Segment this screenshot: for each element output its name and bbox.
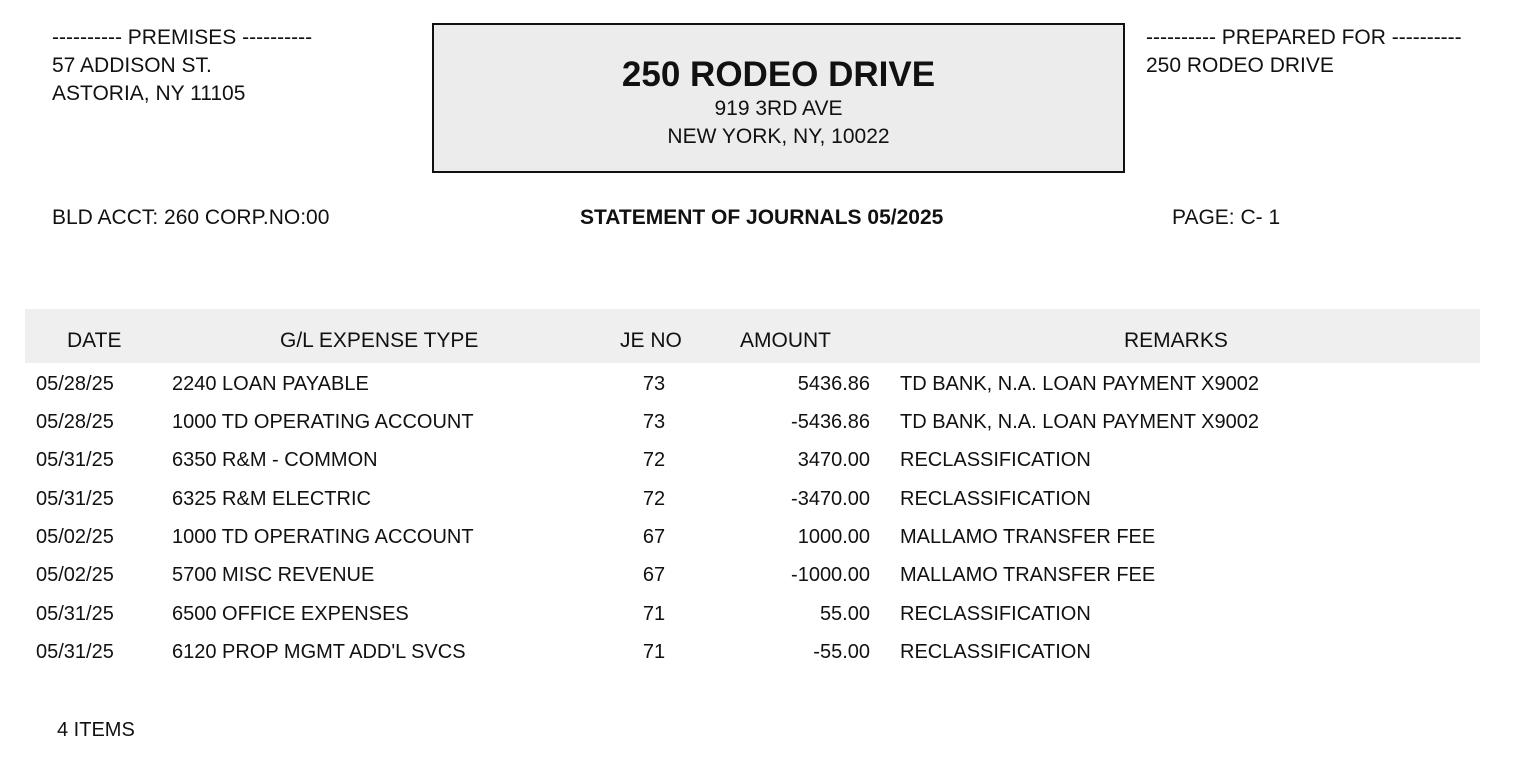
premises-heading: ---------- PREMISES ---------- <box>52 26 313 49</box>
row-amount: 5436.86 <box>797 373 870 395</box>
row-gl-type: 6350 R&M - COMMON <box>172 449 378 471</box>
header-date: DATE <box>67 329 122 352</box>
row-date: 05/28/25 <box>36 373 114 395</box>
header-gl-expense-type: G/L EXPENSE TYPE <box>280 329 479 352</box>
prepared-for-block <box>1146 24 1462 80</box>
row-je-no: 72 <box>642 488 666 510</box>
header-amount: AMOUNT <box>740 329 831 352</box>
owner-title-box <box>432 23 1125 173</box>
row-amount: -1000.00 <box>791 564 870 586</box>
row-je-no: 67 <box>642 564 666 586</box>
table-row <box>0 640 1538 678</box>
row-remarks: RECLASSIFICATION <box>900 449 1091 471</box>
row-amount: 3470.00 <box>797 449 870 471</box>
row-je-no: 71 <box>642 641 666 663</box>
premises-line2: ASTORIA, NY 11105 <box>52 82 246 105</box>
statement-title: STATEMENT OF JOURNALS 05/2025 <box>580 206 944 229</box>
header-je-no: JE NO <box>620 329 682 352</box>
row-gl-type: 2240 LOAN PAYABLE <box>172 373 369 395</box>
owner-address2: NEW YORK, NY, 10022 <box>667 125 890 148</box>
row-je-no: 71 <box>642 603 666 625</box>
prepared-for-name: 250 RODEO DRIVE <box>1146 54 1334 77</box>
row-remarks: MALLAMO TRANSFER FEE <box>900 564 1156 586</box>
prepared-for-heading: ---------- PREPARED FOR ---------- <box>1146 26 1462 49</box>
row-date: 05/31/25 <box>36 488 114 510</box>
row-amount: 55.00 <box>819 603 870 625</box>
row-amount: -5436.86 <box>791 411 870 433</box>
table-row <box>0 563 1538 601</box>
premises-line1: 57 ADDISON ST. <box>52 54 212 77</box>
row-amount: -3470.00 <box>791 488 870 510</box>
row-gl-type: 1000 TD OPERATING ACCOUNT <box>172 411 474 433</box>
row-date: 05/28/25 <box>36 411 114 433</box>
row-gl-type: 6120 PROP MGMT ADD'L SVCS <box>172 641 466 663</box>
building-account: BLD ACCT: 260 CORP.NO:00 <box>52 206 330 229</box>
row-je-no: 67 <box>642 526 666 548</box>
row-gl-type: 1000 TD OPERATING ACCOUNT <box>172 526 474 548</box>
row-amount: 1000.00 <box>797 526 870 548</box>
table-row <box>0 487 1538 525</box>
owner-name: 250 RODEO DRIVE <box>621 55 936 94</box>
table-row <box>0 410 1538 448</box>
row-remarks: TD BANK, N.A. LOAN PAYMENT X9002 <box>900 411 1260 433</box>
row-date: 05/02/25 <box>36 564 114 586</box>
row-remarks: RECLASSIFICATION <box>900 488 1091 510</box>
table-row <box>0 525 1538 563</box>
row-date: 05/31/25 <box>36 449 114 471</box>
row-je-no: 72 <box>642 449 666 471</box>
row-je-no: 73 <box>642 411 666 433</box>
row-gl-type: 5700 MISC REVENUE <box>172 564 375 586</box>
owner-address1: 919 3RD AVE <box>714 97 843 120</box>
row-gl-type: 6325 R&M ELECTRIC <box>172 488 371 510</box>
table-row <box>0 372 1538 410</box>
row-remarks: RECLASSIFICATION <box>900 641 1091 663</box>
row-date: 05/02/25 <box>36 526 114 548</box>
premises-block <box>52 24 312 108</box>
table-row <box>0 602 1538 640</box>
row-remarks: MALLAMO TRANSFER FEE <box>900 526 1156 548</box>
page-number: PAGE: C- 1 <box>1172 206 1281 229</box>
row-je-no: 73 <box>642 373 666 395</box>
table-row <box>0 448 1538 486</box>
row-amount: -55.00 <box>813 641 870 663</box>
header-remarks: REMARKS <box>1124 329 1228 352</box>
row-remarks: RECLASSIFICATION <box>900 603 1091 625</box>
items-count: 4 ITEMS <box>57 719 135 741</box>
row-date: 05/31/25 <box>36 641 114 663</box>
row-remarks: TD BANK, N.A. LOAN PAYMENT X9002 <box>900 373 1260 395</box>
row-date: 05/31/25 <box>36 603 114 625</box>
row-gl-type: 6500 OFFICE EXPENSES <box>172 603 409 625</box>
